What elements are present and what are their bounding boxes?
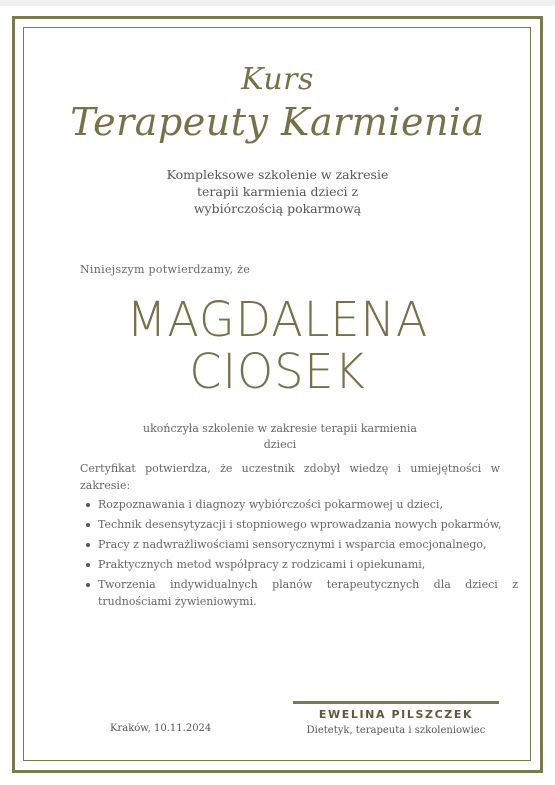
certificate-intro: Certyfikat potwierdza, że uczestnik zdobył wiedzę i umiejętności w zakresie: xyxy=(80,462,500,492)
subtitle-line: wybiórczością pokarmową xyxy=(193,201,362,216)
confirmation-text: Niniejszym potwierdzamy, że xyxy=(80,263,251,276)
subtitle-line: Kompleksowe szkolenie w zakresie xyxy=(166,167,389,182)
signatory-role: Dietetyk, terapeuta i szkoleniowiec xyxy=(306,725,486,736)
place-and-date: Kraków, 10.11.2024 xyxy=(110,723,212,734)
course-subtitle xyxy=(150,166,405,217)
skill-item: Pracy z nadwrażliwościami sensorycznymi i wsparcia emocjonalnego, xyxy=(98,536,518,553)
signatory-name: EWELINA PILSZCZEK xyxy=(318,708,474,721)
skill-item: Rozpoznawania i diagnozy wybiórczości pokarmowej u dzieci, xyxy=(98,496,518,513)
completion-statement xyxy=(120,421,440,453)
skills-list xyxy=(80,496,518,613)
top-bar xyxy=(0,0,555,6)
skill-item: Technik desensytyzacji i stopniowego wprowadzania nowych pokarmów, xyxy=(98,516,518,533)
completion-line: dzieci xyxy=(263,438,297,451)
subtitle-line: terapii karmienia dzieci z xyxy=(196,184,359,199)
signature-line xyxy=(293,701,499,704)
course-title-line1: Kurs xyxy=(241,62,314,97)
course-title-line2: Terapeuty Karmienia xyxy=(70,100,485,144)
skill-item: Tworzenia indywidualnych planów terapeutycznych dla dzieci z trudnościami żywieniowymi. xyxy=(98,578,518,608)
recipient-first-name: MAGDALENA xyxy=(126,290,429,348)
completion-line: ukończyła szkolenie w zakresie terapii karmienia xyxy=(143,422,417,435)
skill-item: Praktycznych metod współpracy z rodzicami i opiekunami, xyxy=(98,556,518,573)
recipient-last-name: CIOSEK xyxy=(189,342,366,400)
